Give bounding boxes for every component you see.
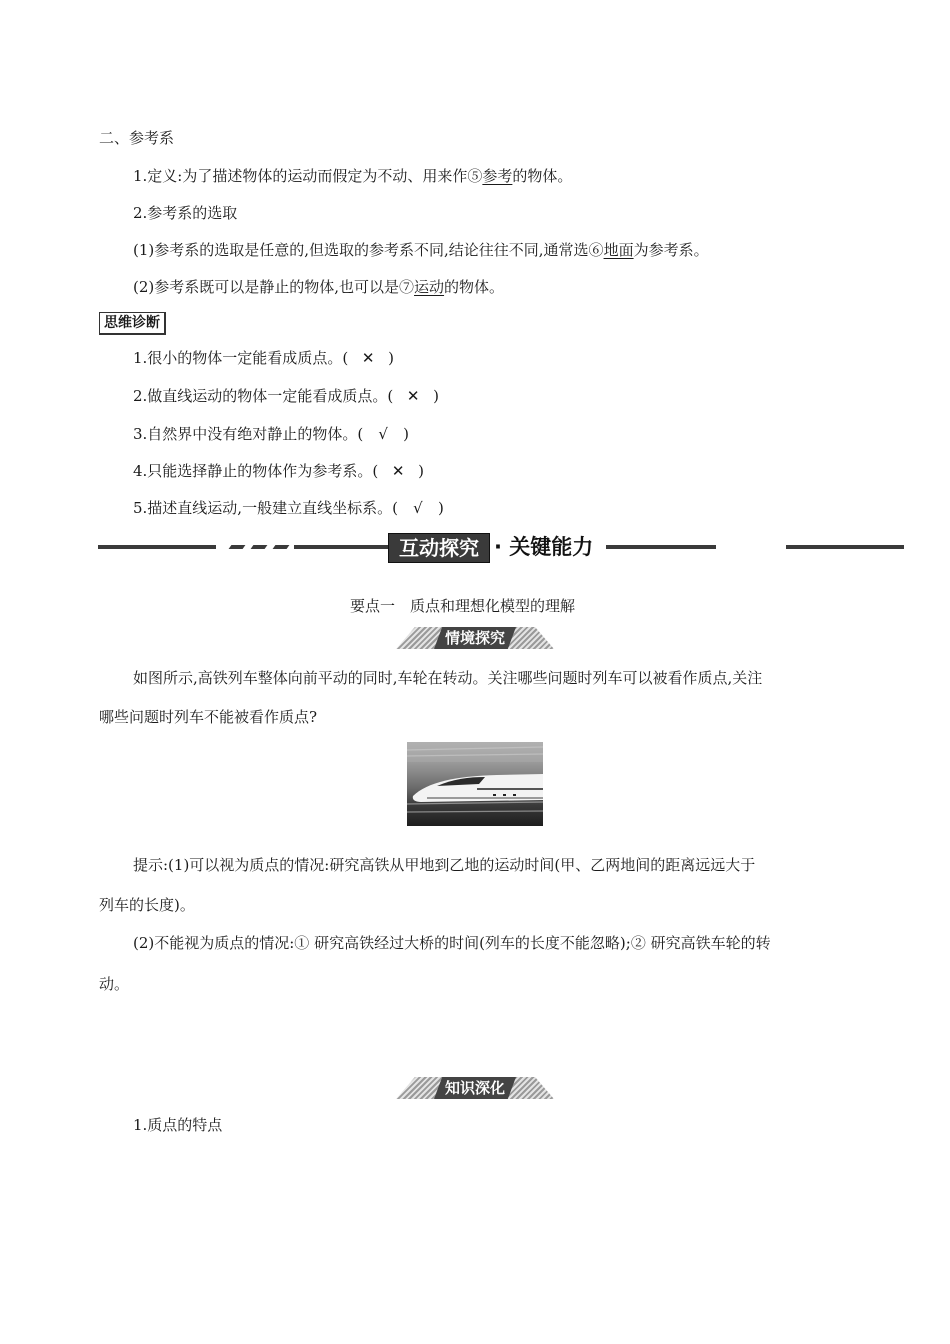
definition-tail: 的物体。 (512, 167, 573, 185)
banner-title: · 关键能力 (494, 535, 594, 559)
diagnosis-item (133, 424, 409, 444)
question-line-2: 哪些问题时列车不能被看作质点? (99, 708, 318, 726)
diagnosis-item (133, 461, 424, 481)
banner-rule-right (606, 545, 716, 549)
diagnosis-item-close: ) (418, 462, 425, 480)
diagnosis-item-text: 3.自然界中没有绝对静止的物体。( (133, 425, 364, 443)
banner-rule-mid (294, 545, 388, 549)
definition-answer: 参考 (482, 167, 513, 185)
selection-item-2-text: (2)参考系既可以是静止的物体,也可以是⑦ (133, 278, 415, 296)
train-graphic (407, 742, 543, 826)
cross-icon: ✕ (391, 462, 405, 480)
hint-line-4: 动。 (99, 975, 130, 993)
section-heading: 二、参考系 (99, 129, 175, 147)
selection-item-2-answer: 运动 (414, 278, 445, 296)
situation-label (396, 627, 554, 649)
section-banner (98, 532, 904, 562)
selection-item-1-tail: 为参考系。 (633, 241, 709, 259)
banner-box: 互动探究 (388, 533, 490, 563)
diagnosis-item-text: 1.很小的物体一定能看成质点。( (133, 349, 349, 367)
check-icon: √ (378, 425, 388, 443)
diagnosis-label: 思维诊断 (99, 312, 166, 335)
cross-icon: ✕ (406, 387, 420, 405)
selection-item-1 (133, 240, 709, 260)
diagnosis-item-text: 4.只能选择静止的物体作为参考系。( (133, 462, 379, 480)
question-line-1: 如图所示,高铁列车整体向前平动的同时,车轮在转动。关注哪些问题时列车可以被看作质点,关注 (133, 669, 763, 687)
train-photo (407, 742, 543, 826)
deepen-item-1: 1.质点的特点 (133, 1116, 223, 1134)
selection-title: 2.参考系的选取 (133, 204, 238, 222)
diagnosis-item-close: ) (403, 425, 410, 443)
selection-item-1-answer: 地面 (603, 241, 634, 259)
keypoint-title: 要点一 质点和理想化模型的理解 (350, 597, 576, 615)
check-icon: √ (413, 499, 423, 517)
definition-line (133, 166, 572, 186)
selection-item-2-tail: 的物体。 (444, 278, 505, 296)
diagnosis-item (133, 348, 394, 368)
definition-text: 1.定义:为了描述物体的运动而假定为不动、用来作⑤ (133, 167, 483, 185)
diagnosis-item (133, 386, 439, 406)
banner-dash (229, 545, 246, 549)
diagnosis-item (133, 498, 444, 518)
banner-dash (273, 545, 290, 549)
diagnosis-item-text: 2.做直线运动的物体一定能看成质点。( (133, 387, 394, 405)
deepen-label-text: 知识深化 (444, 1079, 505, 1097)
diagnosis-item-close: ) (388, 349, 395, 367)
diagnosis-item-text: 5.描述直线运动,一般建立直线坐标系。( (133, 499, 398, 517)
banner-rule-far-right (786, 545, 904, 549)
banner-dash (251, 545, 268, 549)
situation-label-text: 情境探究 (444, 629, 505, 647)
selection-item-1-text: (1)参考系的选取是任意的,但选取的参考系不同,结论往往不同,通常选⑥ (133, 241, 604, 259)
diagnosis-item-close: ) (433, 387, 440, 405)
cross-icon: ✕ (361, 349, 375, 367)
deepen-label (396, 1077, 554, 1099)
banner-rule-left (98, 545, 216, 549)
hint-line-3: (2)不能视为质点的情况:① 研究高铁经过大桥的时间(列车的长度不能忽略);② 研究高铁车轮的转 (133, 934, 771, 952)
hint-line-2: 列车的长度)。 (99, 896, 195, 914)
hint-line-1: 提示:(1)可以视为质点的情况:研究高铁从甲地到乙地的运动时间(甲、乙两地间的距离远远大于 (133, 856, 756, 874)
diagnosis-item-close: ) (437, 499, 444, 517)
selection-item-2 (133, 277, 504, 297)
